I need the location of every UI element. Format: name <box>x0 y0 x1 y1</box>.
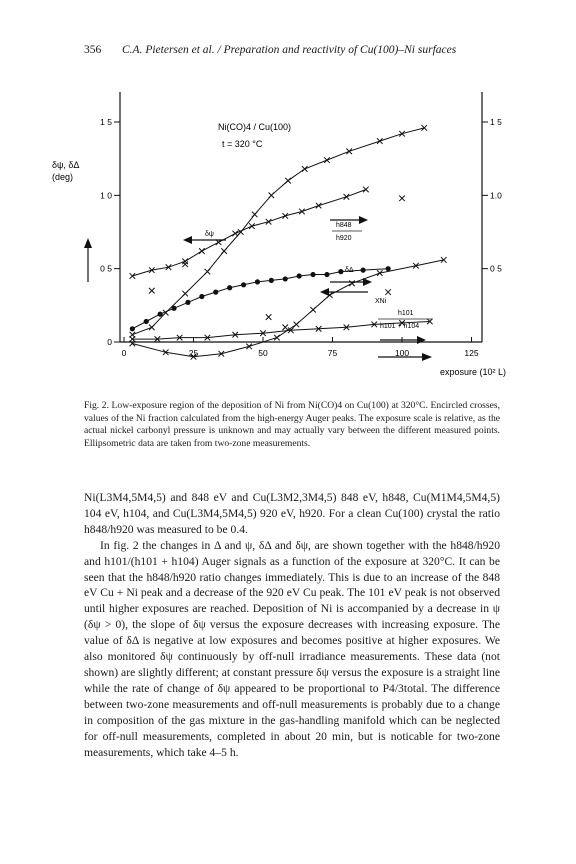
left-axis-label-2: (deg) <box>52 172 74 182</box>
y-tick-label-right: 0 5 <box>490 263 502 274</box>
page-number: 356 <box>84 44 102 56</box>
body-text <box>84 490 500 760</box>
left-axis-label-1: δψ, δΔ <box>52 160 80 170</box>
data-point <box>285 178 291 184</box>
x-tick-label: 100 <box>394 348 410 358</box>
series-line <box>132 190 366 277</box>
y-tick-label-left: 0 <box>107 337 112 347</box>
data-point <box>297 273 302 278</box>
y-tick-label-right: 1.0 <box>490 190 502 201</box>
data-point <box>360 268 365 273</box>
data-point <box>338 269 343 274</box>
data-point <box>316 203 322 209</box>
data-point <box>399 131 405 137</box>
data-point <box>310 307 316 313</box>
data-point <box>363 187 369 193</box>
data-point <box>266 314 272 320</box>
series-1 <box>130 187 369 279</box>
annot-ddelta: δΔ <box>345 267 354 274</box>
data-point <box>421 125 427 131</box>
y-tick-label-left: 0 5 <box>100 263 112 274</box>
annot-ratio-den: h920 <box>336 235 352 242</box>
y-tick-label-left: 1 0 <box>100 190 112 201</box>
data-point <box>377 138 383 144</box>
data-point <box>252 212 258 218</box>
annot-ratio-num: h848 <box>336 222 352 229</box>
data-point <box>255 279 260 284</box>
data-point <box>149 288 155 294</box>
data-point <box>283 276 288 281</box>
temperature-label: t = 320 °C <box>222 139 263 149</box>
data-point <box>310 272 315 277</box>
data-point <box>182 261 188 267</box>
arrow-xni <box>320 288 368 296</box>
series-6 <box>149 195 405 330</box>
figure-chart <box>0 0 576 400</box>
series-line <box>132 269 388 329</box>
x-tick-label: 25 <box>188 348 199 358</box>
data-point <box>399 195 405 201</box>
figure-caption: Fig. 2. Low-exposure region of the deposition of Ni from Ni(CO)4 on Cu(100) at 320°C. Encircled crosses, values of the Ni fraction calculated from the high-energy Auger peaks. The exposure scale is relative, as the actual nickel carbonyl pressure is unknown and may actually vary between the different measured points. Ellipsometric data are taken from two-zone measurements. <box>84 400 500 449</box>
data-point <box>324 157 330 163</box>
series-3 <box>130 266 391 331</box>
data-point <box>302 166 308 172</box>
y-tick-label-left: 1 5 <box>100 117 112 127</box>
x-tick-label: 75 <box>327 348 338 358</box>
data-point <box>269 278 274 283</box>
data-point <box>182 259 188 265</box>
data-point <box>299 209 305 215</box>
plot-title: Ni(CO)4 / Cu(100) <box>218 122 292 132</box>
data-point <box>130 326 135 331</box>
arrow-h101 <box>380 336 426 344</box>
data-point <box>185 300 190 305</box>
series-2 <box>130 125 428 337</box>
annot-h101-den: h101 + h104 <box>380 323 420 330</box>
annot-xni: XNi <box>375 298 387 305</box>
annot-dpsi: δψ <box>205 231 214 238</box>
data-point <box>130 273 136 279</box>
data-point <box>199 294 204 299</box>
data-point <box>213 290 218 295</box>
data-point <box>346 149 352 155</box>
annot-h101-num: h101 <box>398 310 414 317</box>
data-point <box>282 325 288 331</box>
arrow-left-vertical <box>84 238 92 282</box>
data-point <box>158 312 163 317</box>
data-point <box>171 306 176 311</box>
data-point <box>199 248 205 254</box>
data-point <box>182 291 188 297</box>
series-5 <box>130 257 447 359</box>
running-title: C.A. Pietersen et al. / Preparation and reactivity of Cu(100)–Ni surfaces <box>122 44 457 56</box>
y-tick-label-right: 1 5 <box>490 117 502 127</box>
data-point <box>249 223 255 229</box>
x-axis-label: exposure (10² L) <box>440 367 507 377</box>
paragraph-2: In fig. 2 the changes in Δ and ψ, δΔ and δψ, are shown together with the h848/h920 and h101/(h101 + h104) Auger signals as a function of the exposure at 320°C. It can be seen that the h848/h920 ratio changes immediately. This is due to an increase of the 848 eV Cu + Ni peak and a decrease of the 920 eV Cu peak. The 101 eV peak is not observed until higher exposures are reached. Deposition of Ni is accompanied by a decrease in ψ (δψ > 0), the slope of δψ versus the exposure decreases with increasing exposure. The value of δΔ is negative at low exposures and becomes positive at higher exposures. We also monitored δψ continuously by off-null irradiance measurements. These data (not shown) are slightly different; at constant pressure δψ versus the exposure is a straight line while the rate of change of δψ appeared to be proportional to P4/3total. The difference between two-zone measurements and off-null measurements is probably due to a change in composition of the gas mixture in the gas-handling manifold which can be neglected for off-null measurements, completed in about 20 min, but is noticable for two-zone measurements, which take 4–5 h. <box>84 538 500 759</box>
data-point <box>269 193 275 199</box>
data-point <box>205 269 211 275</box>
x-tick-label: 50 <box>258 348 268 358</box>
data-point <box>274 335 280 341</box>
data-point <box>149 325 155 331</box>
x-tick-label: 125 <box>464 348 479 358</box>
data-point <box>344 194 350 200</box>
data-point <box>324 272 329 277</box>
paragraph-1: Ni(L3M4,5M4,5) and 848 eV and Cu(L3M2,3M4,5) 848 eV, h848, Cu(M1M4,5M4,5) 104 eV, h104, and Cu(L3M4,5M4,5) 920 eV, h920. For a clean Cu(100) crystal the ratio h848/h920 was measured to be 0.4. <box>84 491 500 536</box>
data-point <box>227 285 232 290</box>
data-point <box>386 266 391 271</box>
x-tick-label: 0 <box>121 348 127 358</box>
data-point <box>144 319 149 324</box>
data-point <box>241 282 246 287</box>
data-point <box>385 289 391 295</box>
data-point <box>221 248 227 254</box>
data-point <box>349 281 355 287</box>
data-point <box>294 322 300 328</box>
